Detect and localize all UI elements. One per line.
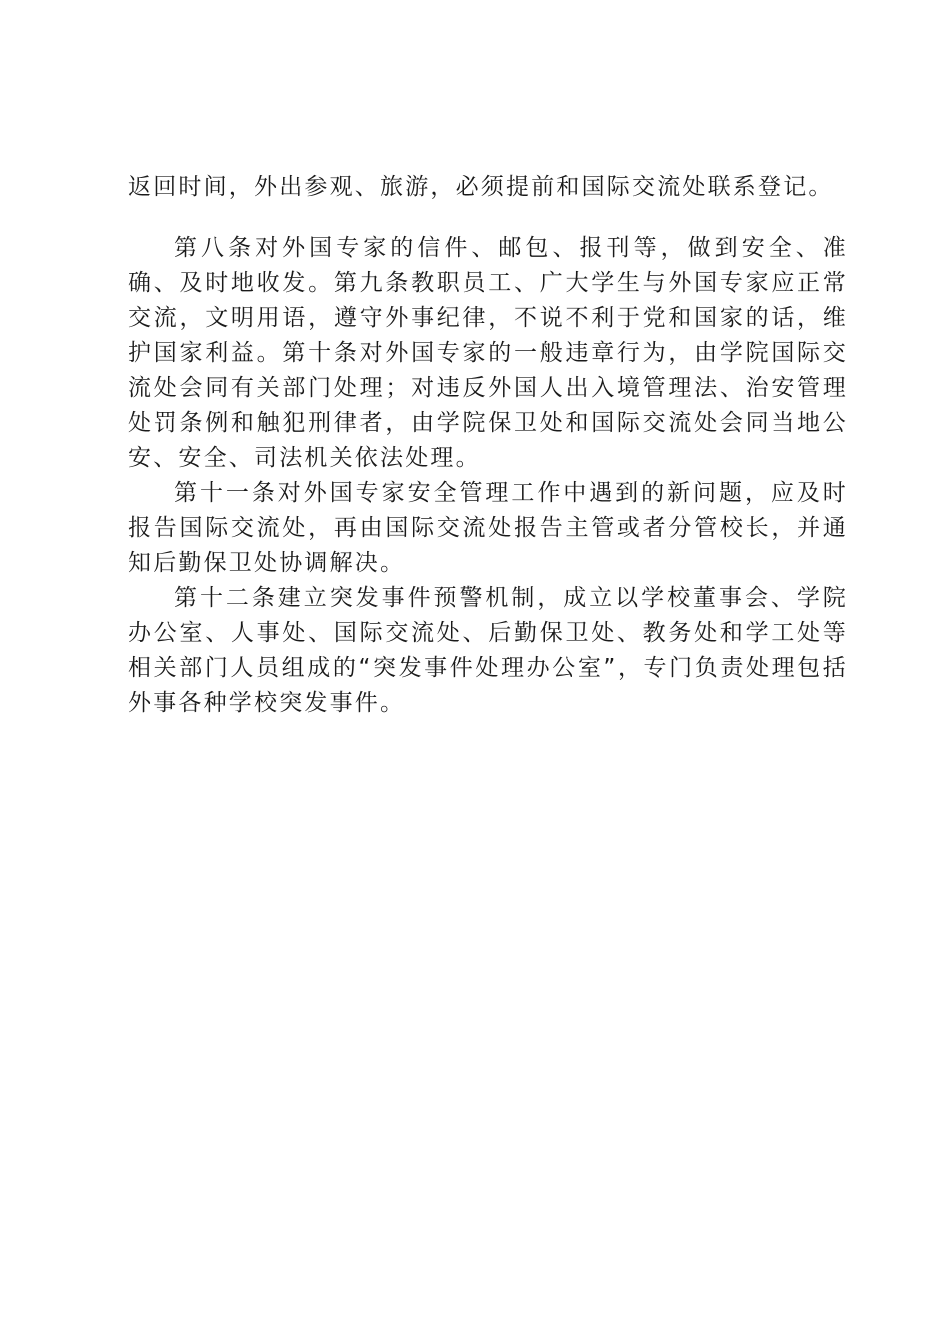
carryover-line: 返回时间，外出参观、旅游，必须提前和国际交流处联系登记。 [128, 174, 834, 200]
document-body [128, 170, 848, 721]
paragraph-gap [128, 205, 848, 231]
paragraph-article-11: 第十一条对外国专家安全管理工作中遇到的新问题，应及时报告国际交流处，再由国际交流处报告主管或者分管校长，并通知后勤保卫处协调解决。 [128, 480, 848, 576]
paragraph-article-12: 第十二条建立突发事件预警机制，成立以学校董事会、学院办公室、人事处、国际交流处、后勤保卫处、教务处和学工处等相关部门人员组成的“突发事件处理办公室”，专门负责处理包括外事各种学校突发事件。 [128, 585, 848, 716]
paragraph-article-8-10: 第八条对外国专家的信件、邮包、报刊等，做到安全、准确、及时地收发。第九条教职员工、广大学生与外国专家应正常交流，文明用语，遵守外事纪律，不说不利于党和国家的话，维护国家利益。第十条对外国专家的一般违章行为，由学院国际交流处会同有关部门处理；对违反外国人出入境管理法、治安管理处罚条例和触犯刑律者，由学院保卫处和国际交流处会同当地公安、安全、司法机关依法处理。 [128, 235, 848, 471]
